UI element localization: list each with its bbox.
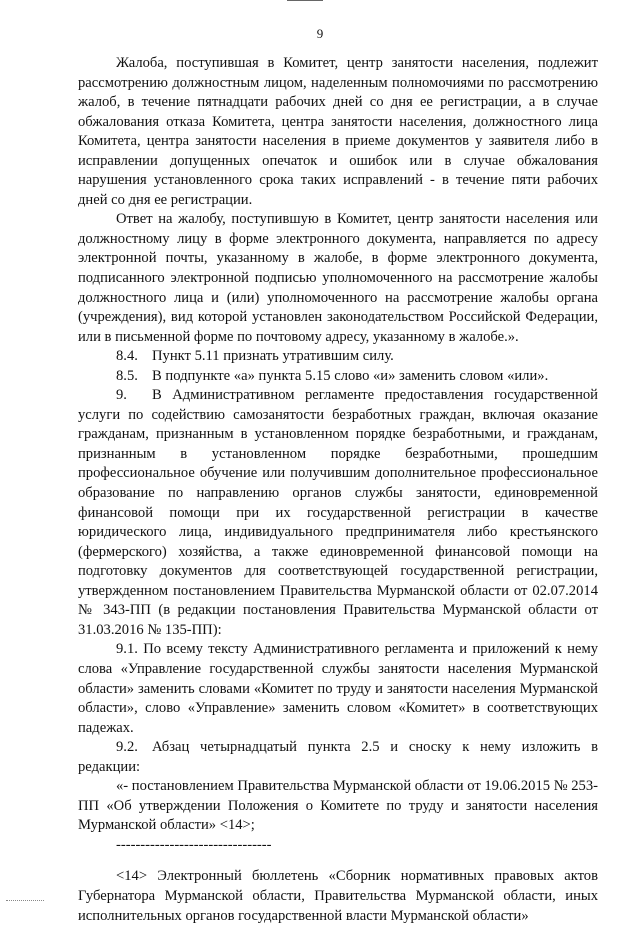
bottom-edge-mark bbox=[6, 900, 44, 901]
clause-number: 9. bbox=[116, 387, 127, 404]
paragraph-complaint-answer: Ответ на жалобу, поступившую в Комитет, центр занятости населения или должностному лицу в форме электронного документа, направляется по адресу электронной почты, указанному в жалобе, в форме электронного документа, подписанного электронной подписью уполномоченного на рассмотрение жалобы должностного лица и (или) уполномоченного на рассмотрение жалобы органа (учреждения), вид которой установлен законодательством Российской Федерации, или в письменной форме по почтовому адресу, указанному в жалобе.». bbox=[78, 211, 598, 345]
page-number: 9 bbox=[316, 26, 324, 41]
paragraph-complaint-review: Жалоба, поступившая в Комитет, центр занятости населения, подлежит рассмотрению должностным лицом, наделенным полномочиями по рассмотрению жалоб, в течение пятнадцати рабочих дней со дня ее регистрации, а в случае обжалования отказа Комитета, центра занятости населения, должностного лица Комитета, центра занятости населения в приеме документов у заявителя либо в исправлении допущенных опечаток и ошибок или в случае обжалования нарушения установленного срока таких исправлений - в течение пяти рабочих дней со дня ее регистрации. bbox=[78, 55, 598, 208]
footnote-gap bbox=[78, 855, 598, 867]
paragraph-8-4 bbox=[78, 347, 598, 367]
top-edge-mark bbox=[287, 0, 323, 1]
paragraph-9 bbox=[78, 386, 598, 640]
clause-number: 8.5. bbox=[116, 367, 138, 384]
paragraph-8-5 bbox=[78, 367, 598, 387]
document-body bbox=[78, 54, 598, 926]
paragraph-9-2 bbox=[78, 738, 598, 777]
clause-number: 9.2. bbox=[116, 739, 138, 756]
clause-text: В Административном регламенте предоставления государственной услуги по содействию самозанятости безработных граждан, включая оказание гражданам, признанным в установленном порядке безработными, и гражданам, признанным в установленном порядке безработными, прошедшим профессиональное обучение или получившим дополнительное профессиональное образование по направлению органов службы занятости, единовременной финансовой помощи при их государственной регистрации в качестве юридического лица, индивидуального предпринимателя либо крестьянского (фермерского) хозяйства, а также единовременной финансовой помощи на подготовку документов для соответствующей государственной регистрации, утвержденном постановлением Правительства Мурманской области от 02.07.2014 № 343-ПП (в редакции постановления Правительства Мурманской области от 31.03.2016 № 135-ПП): bbox=[78, 387, 598, 638]
clause-number: 8.4. bbox=[116, 348, 138, 365]
footnote-14: <14> Электронный бюллетень «Сборник нормативных правовых актов Губернатора Мурманской области, Правительства Мурманской области, иных исполнительных органов государственной власти Мурманской области» bbox=[78, 868, 598, 924]
paragraph-9-1: 9.1. По всему тексту Административного регламента и приложений к нему слова «Управление государственной службы занятости населения Мурманской области» заменить словами «Комитет по труду и занятости населения Мурманской области», слово «Управление» заменить словом «Комитет» в соответствующих падежах. bbox=[78, 641, 598, 736]
clause-text: В подпункте «а» пункта 5.15 слово «и» заменить словом «или». bbox=[152, 367, 549, 384]
paragraph-quoted-resolution: «- постановлением Правительства Мурманской области от 19.06.2015 № 253-ПП «Об утверждении Положения о Комитете по труду и занятости населения Мурманской области» <14>; bbox=[78, 778, 599, 834]
clause-text: Пункт 5.11 признать утратившим силу. bbox=[152, 348, 394, 365]
footnote-separator: -------------------------------- bbox=[116, 836, 272, 853]
clause-text: Абзац четырнадцатый пункта 2.5 и сноску к нему изложить в редакции: bbox=[78, 739, 598, 775]
